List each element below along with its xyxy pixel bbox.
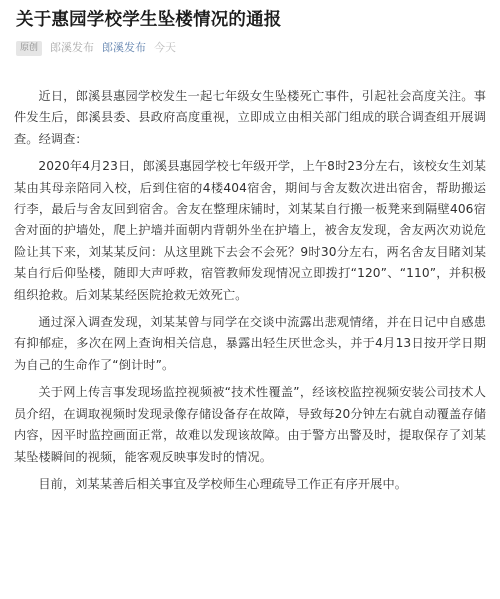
article-body [14, 86, 486, 495]
author-name: 郎溪发布 [50, 41, 95, 54]
paragraph-intro: 近日，郎溪县惠园学校发生一起七年级女生坠楼死亡事件，引起社会高度关注。事件发生后，郎溪县委、县政府高度重视，立即成立由相关部门组成的联合调查组开展调查。经调查： [14, 89, 486, 146]
paragraph-incident: 2020年4月23日，郎溪县惠园学校七年级开学，上午8时23分左右，该校女生刘某某由其母亲陪同入校，后到住宿的4楼404宿舍，期间与舍友数次进出宿舍，帮助搬运行李，最后与舍友回到宿舍。舍友在整理床铺时，刘某某自行搬一板凳来到隔壁406宿舍对面的护墙处，爬上护墙并面朝内背朝外坐在护墙上，被舍友发现，舍友两次劝说危险让其下来，刘某某反问：从这里跳下去会不会死？9时30分左右，两名舍友目睹刘某某自行后仰坠楼，随即大声呼救，宿管教师发现情况立即拨打“120”、“110”，并积极组织抢救。后刘某某经医院抢救无效死亡。 [14, 159, 486, 302]
article-title: 关于惠园学校学生坠楼情况的通报 [16, 10, 282, 30]
paragraph-investigation: 通过深入调查发现，刘某某曾与同学在交谈中流露出悲观情绪，并在日记中自感患有抑郁症，多次在网上查询相关信息，暴露出轻生厌世念头，并于4月13日按开学日期为自己的生命作了“倒计时”。 [14, 315, 486, 372]
article-meta [16, 40, 486, 56]
account-link[interactable]: 郎溪发布 [102, 41, 147, 54]
paragraph-followup: 目前，刘某某善后相关事宜及学校师生心理疏导工作正有序开展中。 [38, 476, 408, 491]
original-tag: 原创 [16, 41, 42, 56]
paragraph-surveillance: 关于网上传言事发现场监控视频被“技术性覆盖”，经该校监控视频安装公司技术人员介绍，在调取视频时发现录像存储设备存在故障，导致每20分钟左右就自动覆盖存储内容，因平时监控画面正常，故难以发现该故障。由于警方出警及时，提取保存了刘某某坠楼瞬间的视频，能客观反映事发时的情况。 [14, 385, 486, 464]
publish-time: 今天 [154, 41, 177, 54]
